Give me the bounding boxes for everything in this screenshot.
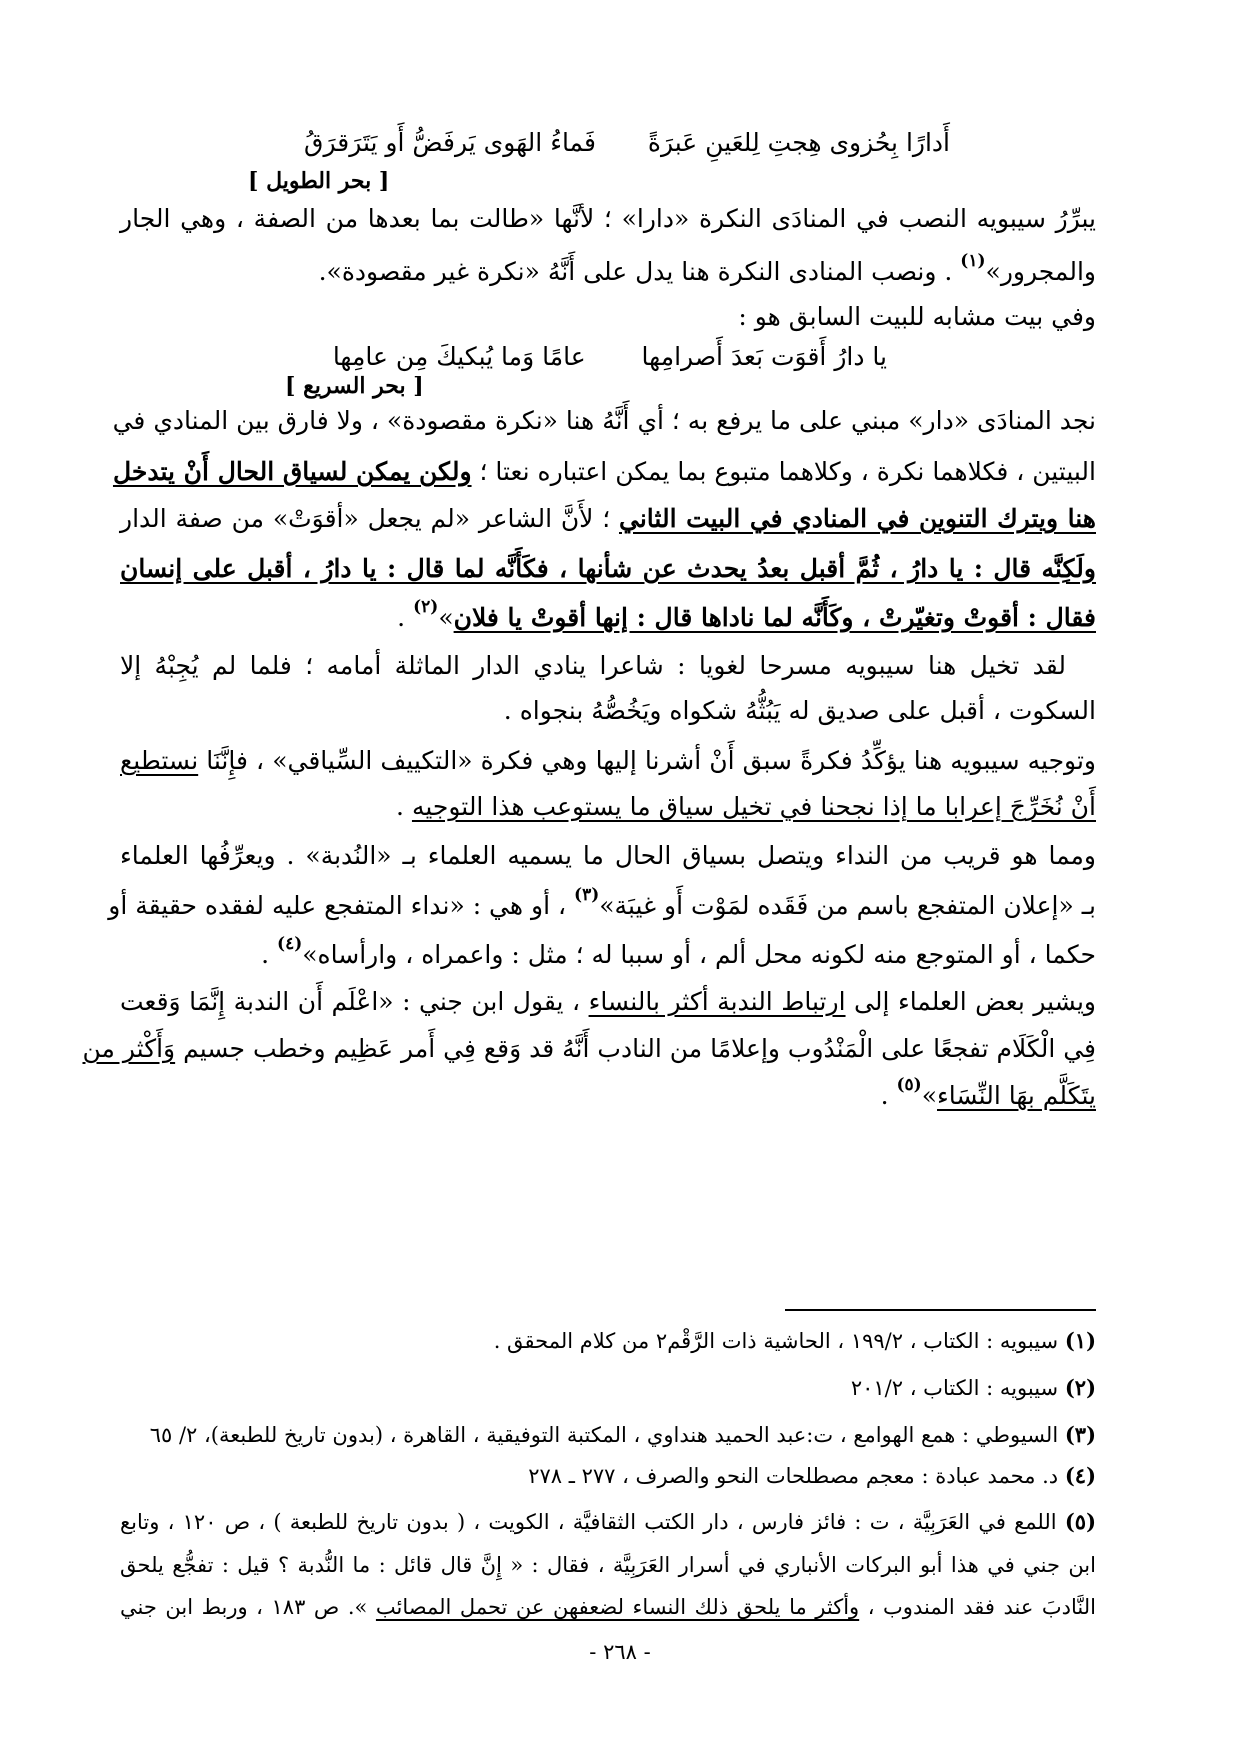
para2-line2-bold: ولكن يمكن لسياق الحال أَنْ يتدخل	[112, 457, 472, 486]
para6-line3	[120, 1075, 1096, 1110]
para1-line2-a: والمجرور»	[985, 257, 1096, 286]
para6-line1-a: ويشير بعض العلماء إلى	[845, 987, 1096, 1016]
footnote-3	[120, 1422, 1096, 1447]
para2-line4: ولَكِنَّه قال : يا دارُ ، ثُمَّ أقبل بعدُ يحدث عن شأنها ، فكَأَنَّه لما قال : يا دارُ ، أقبل على إنسان	[120, 554, 1096, 583]
para6-line3-quote: »	[921, 1081, 937, 1110]
footnote-2-text: سيبويه : الكتاب ، ٢٠١/٢	[850, 1376, 1065, 1400]
footnote-5-text-3-underlined: وأكثر ما يلحق ذلك النساء لضعفهن عن تحمل المصائب	[375, 1595, 860, 1619]
para2-line3-bold: هنا ويترك التنوين في المنادي في البيت الثاني	[619, 504, 1096, 533]
para6-line2-a: فِي الْكَلَام تفجعًا على الْمَنْدُوب وإعلامًا من النادب أَنَّهُ قد وَقع فِي أَمر عَظِيم وخطب جسيم	[175, 1034, 1096, 1063]
para1-line1: يبرِّرُ سيبويه النصب في المنادَى النكرة «دارا» ؛ لأنَّها «طالت بما بعدها من الصفة ، وهي الجار	[120, 204, 1096, 233]
para5-line3-a: حكما ، أو المتوجع منه لكونه محل ألم ، أو سببا له ؛ مثل : واعمراه ، وارأساه»	[302, 940, 1096, 969]
para6-line3-underlined: يتَكَلَّم بهَا النِّسَاء	[937, 1081, 1096, 1110]
para6-line2	[82, 1034, 1096, 1063]
page-number: - ٢٦٨ -	[589, 1640, 651, 1664]
verse-1-hemistich-1: أَدارًا بِحُزوى هِجتِ لِلعَينِ عَبرَةً	[647, 128, 950, 157]
footnote-4-text: د. محمد عبادة : معجم مصطلحات النحو والصرف ، ٢٧٧ ـ ٢٧٨	[528, 1464, 1065, 1488]
footnote-1	[120, 1328, 1096, 1353]
para2-line2-plain: البيتين ، فكلاهما نكرة ، وكلاهما متبوع بما يمكن اعتباره نعتا ؛	[471, 457, 1096, 486]
para2-line3-plain: ؛ لأَنَّ الشاعر «لم يجعل «أقوَتْ» من صفة الدار	[120, 504, 619, 533]
para2-line5	[120, 597, 1096, 632]
para2-line5-end: .	[397, 603, 406, 632]
para1-line3: وفي بيت مشابه للبيت السابق هو :	[738, 302, 1096, 331]
footnote-5-text-1: اللمع في العَرَبِيَّة ، ت : فائز فارس ، دار الكتب الثقافيَّة ، الكويت ، ( بدون تاريخ للطبعة ) ، ص ١٢٠ ، وتابع	[120, 1510, 1065, 1534]
verse-1-hemistich-2: فَماءُ الهَوى يَرفَضُّ أَو يَتَرَقرَقُ	[304, 128, 596, 157]
footnote-separator	[785, 1309, 1096, 1311]
verse-1	[304, 128, 950, 157]
para6-line1	[120, 987, 1096, 1016]
para5-line2-b: ، أو هي : «نداء المتفجع عليه لفقده حقيقة أو	[108, 891, 575, 920]
footnote-3-text: السيوطي : همع الهوامع ، ت:عبد الحميد هنداوي ، المكتبة التوفيقية ، القاهرة ، (بدون تاريخ للطبعة)، ٢/ ٦٥	[149, 1423, 1065, 1447]
para1-line2-b: . ونصب المنادى النكرة هنا يدل على أَنَّهُ «نكرة غير مقصودة».	[318, 257, 953, 286]
footnote-ref-2: (٢)	[413, 597, 439, 617]
footnote-ref-1: (١)	[960, 251, 986, 271]
para5-line1: ومما هو قريب من النداء ويتصل بسياق الحال ما يسميه العلماء بـ «النُدبة» . ويعرِّفُها العلماء	[120, 841, 1096, 870]
footnote-1-text: سيبويه : الكتاب ، ١٩٩/٢ ، الحاشية ذات الرَّقْم٢ من كلام المحقق .	[493, 1329, 1065, 1353]
para1-line2	[120, 251, 1096, 286]
footnote-ref-5: (٥)	[896, 1075, 922, 1095]
verse-2-meter: [ بحر السريع ]	[285, 373, 424, 399]
para2-line5-quote: »	[438, 603, 454, 632]
para2-line2	[112, 457, 1096, 486]
para6-line2-underlined: وَأَكْثر من	[82, 1034, 176, 1063]
footnote-5-line3	[120, 1595, 1096, 1619]
footnote-2	[120, 1375, 1096, 1400]
footnote-2-number: (٢)	[1064, 1375, 1096, 1400]
footnote-5-line2: ابن جني في هذا أبو البركات الأنباري في أسرار العَرَبِيَّة ، فقال : « إِنَّ قال قائل : ما النُّدبة ؟ قيل : تفجُّع يلحق	[120, 1553, 1096, 1577]
para2-line1: نجد المنادَى «دار» مبني على ما يرفع به ؛ أي أَنَّهُ هنا «نكرة مقصودة» ، ولا فارق بين المنادي في	[112, 406, 1096, 435]
para3-line1: لقد تخيل هنا سيبويه مسرحا لغويا : شاعرا ينادي الدار الماثلة أمامه ؛ فلما لم يُجِبْهُ إلا	[120, 651, 1066, 680]
footnote-ref-3: (٣)	[574, 885, 600, 905]
footnote-5-line1	[120, 1509, 1096, 1534]
para2-line5-bold: فقال : أقوتْ وتغيّرتْ ، وكَأَنَّه لما ناداها قال : إنها أقوتْ يا فلان	[453, 603, 1096, 632]
verse-2	[333, 342, 887, 371]
para6-line1-b: ، يقول ابن جني : «اعْلَم أَن الندبة إِنَّمَا وَقعت	[120, 987, 589, 1016]
para4-line2-end: .	[396, 792, 412, 821]
para2-line3	[120, 504, 1096, 533]
footnote-ref-4: (٤)	[277, 934, 303, 954]
footnote-3-number: (٣)	[1064, 1422, 1096, 1447]
para3-line2: السكوت ، أقبل على صديق له يَبُثُّهُ شكواه ويَخُصُّهُ بنجواه .	[503, 696, 1096, 725]
footnote-5-text-3b: ». ص ١٨٣ ، وربط ابن جني	[120, 1595, 376, 1619]
footnote-5-text-3a: النَّادبَ عند فقد المندوب ،	[859, 1595, 1096, 1619]
footnote-4	[120, 1463, 1096, 1488]
para4-line1-plain: وتوجيه سيبويه هنا يؤكِّدُ فكرةً سبق أَنْ أشرنا إليها وهي فكرة «التكييف السِّياقي» ، فإِنَّنَا	[198, 746, 1096, 775]
verse-2-hemistich-1: يا دارُ أَقوَت بَعدَ أَصرامِها	[641, 342, 887, 371]
para5-line2	[108, 885, 1096, 920]
footnote-4-number: (٤)	[1064, 1463, 1096, 1488]
footnote-5-number: (٥)	[1064, 1509, 1096, 1534]
para5-line3	[120, 934, 1096, 969]
para4-line1-underlined: نستطيع	[120, 746, 199, 775]
para5-line3-b: .	[261, 940, 278, 969]
verse-1-meter: [ بحر الطويل ]	[248, 168, 390, 194]
para4-line1	[120, 746, 1096, 775]
para6-line1-underlined: ارتباط الندبة أكثر بالنساء	[588, 987, 846, 1016]
footnote-1-number: (١)	[1064, 1328, 1096, 1353]
para6-line3-end: .	[880, 1081, 897, 1110]
para4-line2	[120, 792, 1096, 821]
verse-2-hemistich-2: عامًا وَما يُبكيكَ مِن عامِها	[332, 342, 586, 371]
para5-line2-a: بـ «إعلان المتفجع باسم من فَقَده لمَوْت أَو غيبَة»	[599, 891, 1096, 920]
para4-line2-underlined: أَنْ نُخَرِّجَ إعرابا ما إذا نجحنا في تخيل سياق ما يستوعب هذا التوجيه	[411, 792, 1096, 821]
